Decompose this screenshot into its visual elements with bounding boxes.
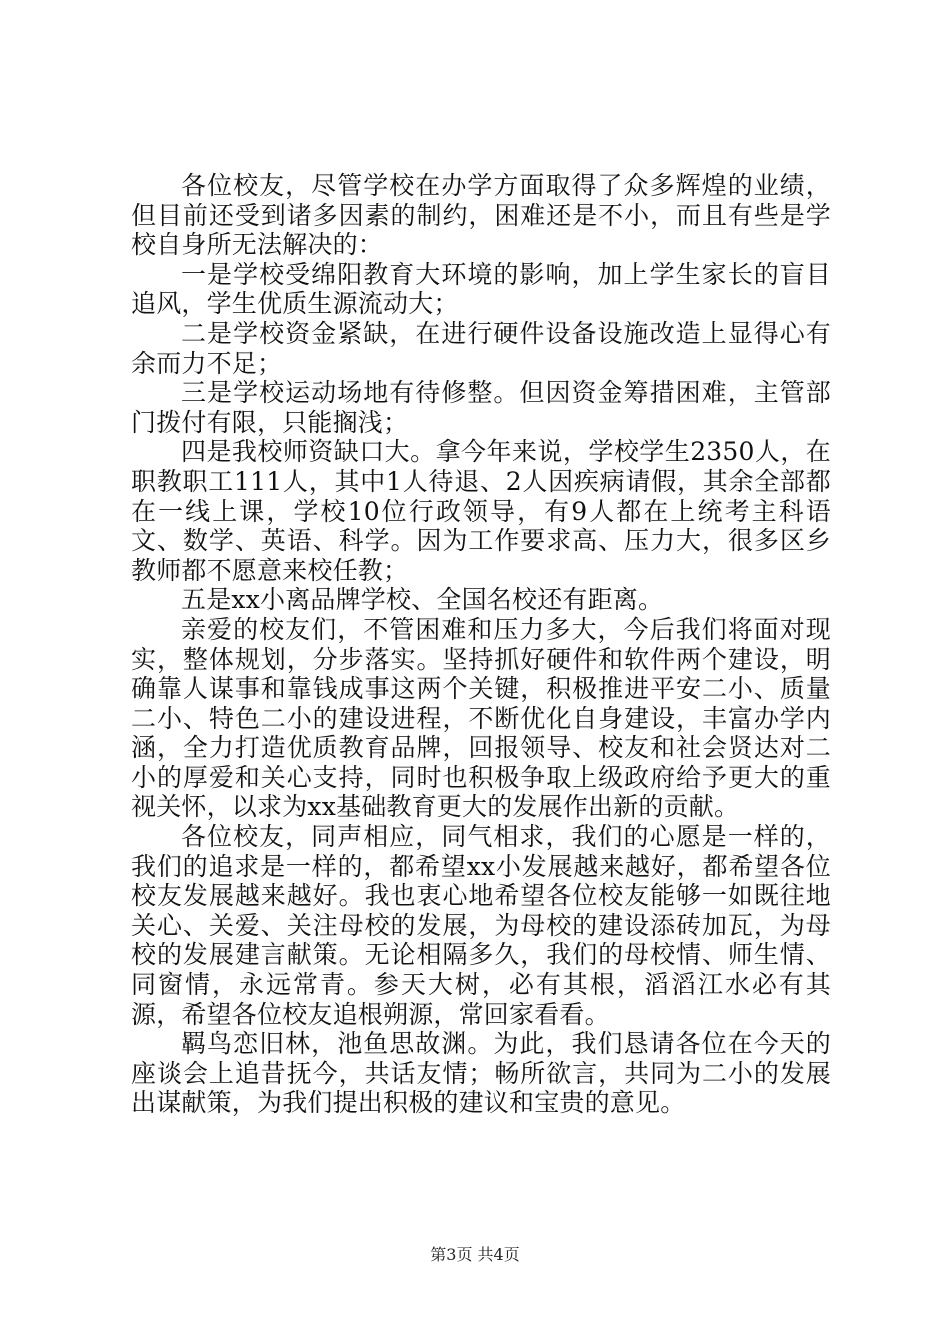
paragraph: 三是学校运动场地有待修整。但因资金筹措困难，主管部门拨付有限，只能搁浅； xyxy=(131,378,831,437)
paragraph: 二是学校资金紧缺，在进行硬件设备设施改造上显得心有余而力不足； xyxy=(131,318,831,378)
body-text xyxy=(131,171,831,1118)
paragraph: 各位校友，尽管学校在办学方面取得了众多辉煌的业绩，但目前还受到诸多因素的制约，困难还是不小，而且有些是学校自身所无法解决的： xyxy=(131,171,831,260)
paragraph: 一是学校受绵阳教育大环境的影响，加上学生家长的盲目追风，学生优质生源流动大； xyxy=(131,259,831,319)
paragraph: 各位校友，同声相应，同气相求，我们的心愿是一样的，我们的追求是一样的，都希望xx小发展越来越好，都希望各位校友发展越来越好。我也衷心地希望各位校友能够一如既往地关心、关爱、关注母校的发展，为母校的建设添砖加瓦，为母校的发展建言献策。无论相隔多久，我们的母校情、师生情、同窗情，永远常青。参天大树，必有其根，滔滔江水必有其源，希望各位校友追根朔源，常回家看看。 xyxy=(131,822,831,1029)
page-number-footer: 第3页 共4页 xyxy=(430,1245,520,1264)
paragraph: 四是我校师资缺口大。拿今年来说，学校学生2350人，在职教职工111人，其中1人待退、2人因疾病请假，其余全部都在一线上课，学校10位行政领导，有9人都在上统考主科语文、数学、英语、科学。因为工作要求高、压力大，很多区乡教师都不愿意来校任教； xyxy=(131,437,831,585)
paragraph: 羁鸟恋旧林，池鱼思故渊。为此，我们恳请各位在今天的座谈会上追昔抚今，共话友情；畅所欲言，共同为二小的发展出谋献策，为我们提出积极的建议和宝贵的意见。 xyxy=(131,1029,831,1118)
paragraph: 五是xx小离品牌学校、全国名校还有距离。 xyxy=(181,585,664,615)
paragraph: 亲爱的校友们，不管困难和压力多大，今后我们将面对现实，整体规划，分步落实。坚持抓好硬件和软件两个建设，明确靠人谋事和靠钱成事这两个关键，积极推进平安二小、质量二小、特色二小的建设进程，不断优化自身建设，丰富办学内涵，全力打造优质教育品牌，回报领导、校友和社会贤达对二小的厚爱和关心支持，同时也积极争取上级政府给予更大的重视关怀，以求为xx基础教育更大的发展作出新的贡献。 xyxy=(131,614,831,822)
